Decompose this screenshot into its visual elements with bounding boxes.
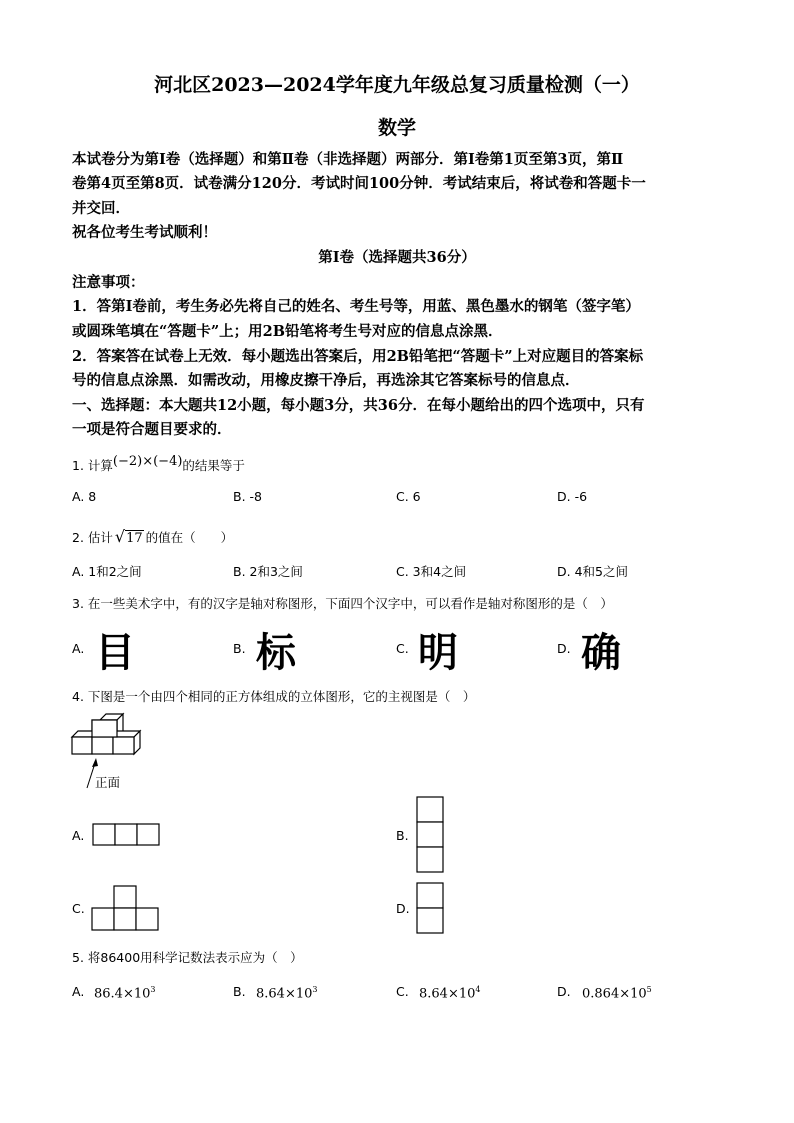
q5-value-a-exp: 3 [150,985,156,994]
q5-value-d[interactable] [582,985,652,1001]
q4-label-a[interactable]: A. [72,828,85,843]
front-label: 正面 [95,775,121,790]
q4-figure-c[interactable] [92,886,164,932]
note-2-line-2: 号的信息点涂黑．如需改动，用橡皮擦干净后，再选涂其它答案标号的信息点． [72,372,580,389]
q4-figure-a[interactable] [93,824,163,848]
q5-value-b-base: 8.64×10 [256,986,313,1002]
q3-char-c[interactable]: 明 [418,630,458,676]
question-3: 3. 在一些美术字中，有的汉字是轴对称图形，下面四个汉字中，可以看作是轴对称图形的是（ ） [72,596,613,611]
q2-option-d[interactable]: D. 4和5之间 [557,564,628,579]
q4-figure-b[interactable] [417,797,447,877]
section-heading: 第Ⅰ卷（选择题共36分） [318,249,476,266]
q5-label-d[interactable]: D. [557,984,571,999]
note-1-line-2: 或圆珠笔填在“答题卡”上；用2B铅笔将考生号对应的信息点涂黑． [72,323,503,340]
part-1-line-2: 一项是符合题目要求的． [72,421,232,438]
page-title: 河北区2023—2024学年度九年级总复习质量检测（一） [154,74,640,96]
q5-value-c[interactable] [419,985,480,1001]
q2-option-b[interactable]: B. 2和3之间 [233,564,303,579]
question-1 [72,456,245,474]
note-2-line-1: 2．答案答在试卷上无效．每小题选出答案后，用2B铅笔把“答题卡”上对应题目的答案标 [72,348,644,365]
question-1-prefix: 1. 计算 [72,458,113,473]
q1-option-c[interactable]: C. 6 [396,489,421,504]
q4-label-b[interactable]: B. [396,828,409,843]
q2-option-a[interactable]: A. 1和2之间 [72,564,142,579]
question-2-suffix: 的值在（ ） [145,530,234,545]
wish-line: 祝各位考生考试顺利！ [72,224,217,241]
q1-option-b[interactable]: B. -8 [233,489,262,504]
sqrt-expression [115,527,144,546]
q2-option-c[interactable]: C. 3和4之间 [396,564,467,579]
q5-value-a-base: 86.4×10 [94,986,151,1002]
part-1-line-1: 一、选择题：本大题共12小题，每小题3分，共36分．在每小题给出的四个选项中，只有 [72,397,645,414]
q3-label-a[interactable]: A. [72,641,85,656]
q5-value-c-exp: 4 [475,985,481,994]
intro-line-2: 卷第4页至第8页．试卷满分120分．考试时间100分钟．考试结束后，将试卷和答题卡一 [72,175,646,192]
q3-char-a[interactable]: 目 [95,630,135,676]
q5-label-c[interactable]: C. [396,984,409,999]
question-2 [72,527,233,546]
cube-bottom-row [72,720,140,754]
q3-label-c[interactable]: C. [396,641,409,656]
q5-value-c-base: 8.64×10 [419,986,476,1002]
q3-char-d[interactable]: 确 [581,630,621,676]
subject-title: 数学 [377,117,416,139]
notes-title: 注意事项： [72,274,145,291]
q4-label-d[interactable]: D. [396,901,410,916]
q5-value-d-base: 0.864×10 [582,986,647,1002]
question-1-suffix: 的结果等于 [182,458,245,473]
q3-label-b[interactable]: B. [233,641,246,656]
question-1-expression: (−2)×(−4) [112,454,183,469]
q3-char-b[interactable]: 标 [256,630,296,676]
q4-label-c[interactable]: C. [72,901,85,916]
question-2-prefix: 2. 估计 [72,530,113,545]
note-1-line-1: 1．答第Ⅰ卷前，考生务必先将自己的姓名、考生号等，用蓝、黑色墨水的钢笔（签字笔） [72,298,640,315]
q4-figure-d[interactable] [417,883,447,937]
q3-label-d[interactable]: D. [557,641,571,656]
question-5: 5. 将86400用科学记数法表示应为（ ） [72,950,303,965]
q5-label-a[interactable]: A. [72,984,85,999]
q1-option-a[interactable]: A. 8 [72,489,97,504]
q5-value-a[interactable] [94,985,155,1001]
intro-line-3: 并交回． [72,200,130,217]
q5-value-b-exp: 3 [312,985,318,994]
q5-label-b[interactable]: B. [233,984,246,999]
sqrt-sign-icon: √ [114,527,126,546]
q1-option-d[interactable]: D. -6 [557,489,588,504]
q5-value-d-exp: 5 [646,985,652,994]
question-4: 4. 下图是一个由四个相同的正方体组成的立体图形，它的主视图是（ ） [72,689,476,704]
q5-value-b[interactable] [256,985,317,1001]
sqrt-radicand: 17 [126,531,143,546]
intro-line-1: 本试卷分为第Ⅰ卷（选择题）和第Ⅱ卷（非选择题）两部分．第Ⅰ卷第1页至第3页，第Ⅱ [72,151,624,168]
